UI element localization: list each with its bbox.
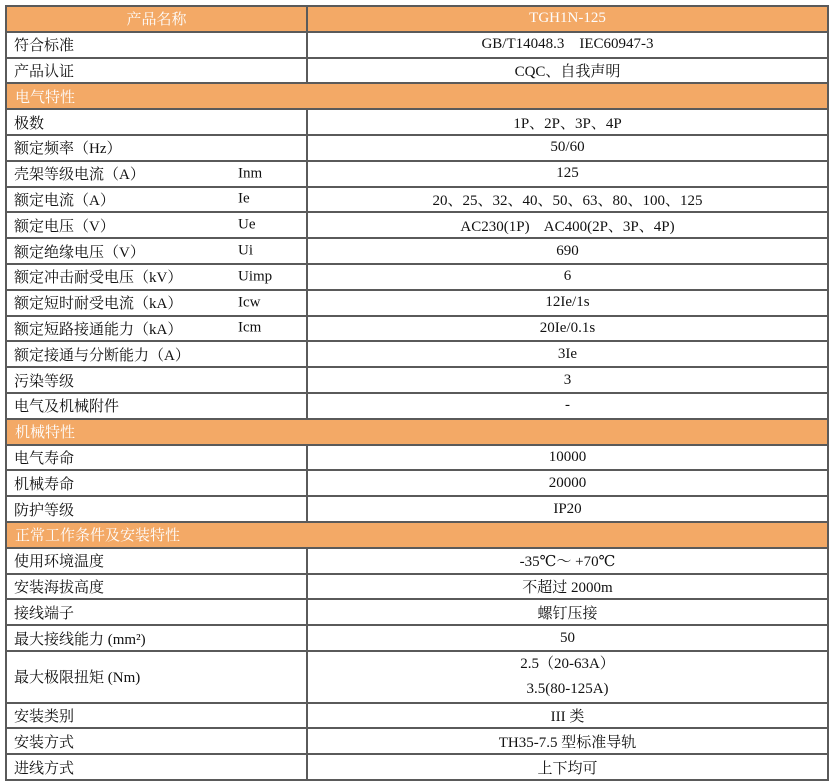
table-row [6,393,828,419]
row-label: 最大极限扭矩 (Nm) [14,670,141,687]
row-symbol: Uimp [238,268,273,285]
spec-sheet-page [5,5,829,781]
table-row [6,238,828,264]
row-label: 额定绝缘电压（V） [14,244,145,261]
spec-table-body [6,6,828,780]
row-label: 机械寿命 [14,476,75,493]
row-value: 12Ie/1s [307,290,828,316]
row-label-cell [6,470,307,496]
row-value: 3Ie [307,341,828,367]
section-header-row [6,419,828,445]
row-label-cell [6,341,307,367]
row-value: 20Ie/0.1s [307,316,828,342]
table-row [6,599,828,625]
table-row [6,212,828,238]
section-header-label: 正常工作条件及安装特性 [6,522,828,548]
row-label: 额定短时耐受电流（kA） [14,296,183,313]
row-label: 接线端子 [14,605,75,622]
product-name-header-cell: 产品名称 [6,6,307,32]
row-label-cell [6,316,307,342]
row-label: 污染等级 [14,373,75,390]
row-label-cell [6,32,307,58]
row-label: 安装方式 [14,734,75,751]
row-label: 电气及机械附件 [14,399,120,416]
row-value: 125 [307,161,828,187]
row-label: 电气寿命 [14,450,75,467]
row-value: IP20 [307,496,828,522]
row-value: 20、25、32、40、50、63、80、100、125 [307,187,828,213]
row-label-cell [6,393,307,419]
section-header-row [6,522,828,548]
row-value: 不超过 2000m [307,574,828,600]
row-value-line: 3.5(80-125A) [526,680,609,697]
table-row [6,32,828,58]
table-row [6,341,828,367]
row-symbol: Ie [238,190,250,207]
row-label: 产品认证 [14,63,75,80]
row-value: 1P、2P、3P、4P [307,109,828,135]
row-label-cell [6,135,307,161]
row-label-cell [6,574,307,600]
row-label-cell [6,187,307,213]
row-symbol: Icm [238,319,262,336]
table-row [6,470,828,496]
row-label-cell [6,651,307,703]
table-row [6,496,828,522]
row-value-line: 2.5（20-63A） [520,655,615,672]
table-row [6,754,828,780]
row-value: GB/T14048.3 IEC60947-3 [307,32,828,58]
row-label: 额定电流（A） [14,192,115,209]
table-row [6,109,828,135]
row-label: 额定接通与分断能力（A） [14,347,190,364]
section-header-label: 机械特性 [6,419,828,445]
table-row [6,625,828,651]
table-row [6,316,828,342]
table-row [6,728,828,754]
table-row [6,187,828,213]
row-label-cell [6,728,307,754]
row-label: 符合标准 [14,38,75,55]
row-label: 极数 [14,115,45,132]
row-label: 额定电压（V） [14,218,115,235]
row-value: 20000 [307,470,828,496]
row-value: 10000 [307,445,828,471]
table-row [6,264,828,290]
row-label: 安装海拔高度 [14,579,105,596]
row-value: 50 [307,625,828,651]
product-model-cell: TGH1N-125 [307,6,828,32]
row-value: 上下均可 [307,754,828,780]
row-label-cell [6,599,307,625]
row-label-cell [6,548,307,574]
row-symbol: Ui [238,242,253,259]
row-label-cell [6,625,307,651]
table-row [6,367,828,393]
row-label: 最大接线能力 (mm²) [14,631,146,648]
row-label-cell [6,703,307,729]
row-label-cell [6,109,307,135]
table-row [6,651,828,703]
row-label-cell [6,58,307,84]
row-label-cell [6,290,307,316]
row-label: 使用环境温度 [14,554,105,571]
row-value: -35℃～ +70℃ [307,548,828,574]
row-label: 安装类别 [14,708,75,725]
spec-table [5,5,829,781]
table-row [6,548,828,574]
table-row [6,703,828,729]
row-label: 额定频率（Hz） [14,141,122,158]
row-value: 690 [307,238,828,264]
row-value: CQC、自我声明 [307,58,828,84]
row-label-cell [6,264,307,290]
row-symbol: Inm [238,165,263,182]
row-symbol: Icw [238,294,261,311]
row-label-cell [6,754,307,780]
row-value-cell [307,651,828,703]
table-row [6,574,828,600]
row-label: 额定冲击耐受电压（kV） [14,270,183,287]
row-label: 额定短路接通能力（kA） [14,321,183,338]
row-value: 3 [307,367,828,393]
row-symbol: Ue [238,216,256,233]
row-label: 壳架等级电流（A） [14,167,145,184]
table-row [6,290,828,316]
table-row [6,58,828,84]
row-label-cell [6,212,307,238]
row-label-cell [6,496,307,522]
row-value: III 类 [307,703,828,729]
row-label: 进线方式 [14,760,75,777]
row-label: 防护等级 [14,502,75,519]
section-header-row [6,83,828,109]
row-label-cell [6,161,307,187]
table-row [6,161,828,187]
row-value: AC230(1P) AC400(2P、3P、4P) [307,212,828,238]
row-label-cell [6,367,307,393]
section-header-label: 电气特性 [6,83,828,109]
row-value: 6 [307,264,828,290]
row-value: 螺钉压接 [307,599,828,625]
row-label-cell [6,238,307,264]
row-value: 50/60 [307,135,828,161]
table-header-row [6,6,828,32]
table-row [6,445,828,471]
row-value: TH35-7.5 型标准导轨 [307,728,828,754]
row-label-cell [6,445,307,471]
table-row [6,135,828,161]
row-value: - [307,393,828,419]
